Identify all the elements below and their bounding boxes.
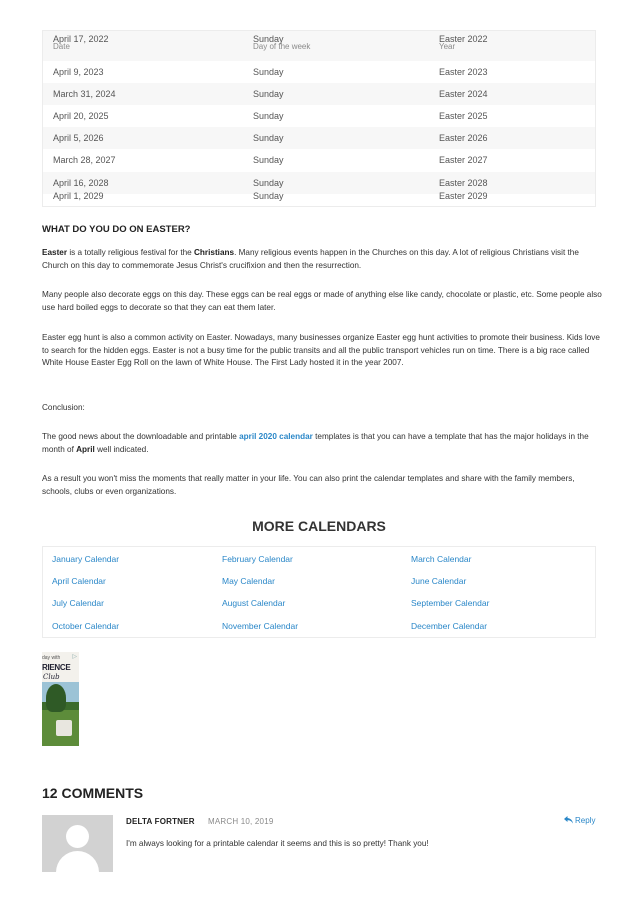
row-date: April 16, 2028 <box>53 178 109 188</box>
reply-label: Reply <box>575 816 596 825</box>
ad-line-3: Club <box>43 673 60 681</box>
first-row-date: April 17, 2022 <box>53 34 109 44</box>
table-header <box>43 31 595 61</box>
row-year: Easter 2027 <box>439 155 488 165</box>
august-calendar-link[interactable]: August Calendar <box>222 598 286 608</box>
text: The good news about the downloadable and printable <box>42 432 240 441</box>
april-2020-calendar-link[interactable]: april 2020 calendar <box>239 432 313 441</box>
ad-text-panel <box>42 652 79 682</box>
paragraph-good-news <box>42 431 602 456</box>
november-calendar-link[interactable]: November Calendar <box>222 621 299 631</box>
first-row-day: Sunday <box>253 34 284 44</box>
avatar-head <box>66 825 89 848</box>
row-year: Easter 2025 <box>439 111 488 121</box>
avatar-body <box>56 851 99 872</box>
paragraph-eggs: Many people also decorate eggs on this day. These eggs can be real eggs or made of anything else like candy, chocolate or plastic, etc. Some people also use hard boiled eggs to decorate so that they can eat them later. <box>42 290 602 312</box>
row-date: March 31, 2024 <box>53 89 116 99</box>
row-date: March 28, 2027 <box>53 155 116 165</box>
table-row <box>43 127 595 149</box>
table-row <box>43 105 595 127</box>
april-calendar-link[interactable]: April Calendar <box>52 576 106 586</box>
paragraph-conclusion-label: Conclusion: <box>42 403 85 412</box>
bold-easter: Easter <box>42 248 68 257</box>
march-calendar-link[interactable]: March Calendar <box>411 554 472 564</box>
ad-line-2: RIENCE <box>42 663 71 672</box>
january-calendar-link[interactable]: January Calendar <box>52 554 120 564</box>
paragraph-result: As a result you won't miss the moments that really matter in your life. You can also print the calendar templates and share with the family members, schools, clubs or even organizations. <box>42 474 575 496</box>
row-date: April 20, 2025 <box>53 111 109 121</box>
table-row <box>43 149 595 171</box>
december-calendar-link[interactable]: December Calendar <box>411 621 488 631</box>
calendar-links-box <box>42 546 596 638</box>
comment-text: I'm always looking for a printable calendar it seems and this is so pretty! Thank you! <box>126 839 429 848</box>
column-header-year: Year <box>439 42 456 51</box>
column-header-day: Day of the week <box>253 42 311 51</box>
section-heading: WHAT DO YOU DO ON EASTER? <box>42 224 191 235</box>
row-day: Sunday <box>253 155 284 165</box>
row-day: Sunday <box>253 111 284 121</box>
row-day: Sunday <box>253 178 284 188</box>
february-calendar-link[interactable]: February Calendar <box>222 554 293 564</box>
avatar <box>42 815 113 872</box>
ad-golf-cart <box>56 720 72 736</box>
row-year: Easter 2023 <box>439 67 488 77</box>
october-calendar-link[interactable]: October Calendar <box>52 621 120 631</box>
row-day: Sunday <box>253 89 284 99</box>
row-day: Sunday <box>253 133 284 143</box>
row-year: Easter 2029 <box>439 191 488 201</box>
table-row <box>43 83 595 105</box>
june-calendar-link[interactable]: June Calendar <box>411 576 467 586</box>
row-day: Sunday <box>253 191 284 201</box>
more-calendars-title: MORE CALENDARS <box>252 518 386 534</box>
paragraph-egg-hunt: Easter egg hunt is also a common activity on Easter. Nowadays, many businesses organize Easter egg hunt activities to promote their business. Kids love to search for the hidden eggs. Easter is not a busy time for the public transits and all the public transport vehicles run on time. There is a big race called White House Easter Egg Roll on the lawn of White House. The First Lady hosted it in the year 2007. <box>42 333 600 367</box>
row-date: April 9, 2023 <box>53 67 104 77</box>
reply-button[interactable] <box>564 816 595 825</box>
comment-date[interactable]: MARCH 10, 2019 <box>208 817 274 826</box>
table-row <box>43 185 595 207</box>
row-day: Sunday <box>253 67 284 77</box>
comments-title: 12 COMMENTS <box>42 785 144 801</box>
row-year: Easter 2024 <box>439 89 488 99</box>
ad-line-1: day with <box>42 655 61 661</box>
july-calendar-link[interactable]: July Calendar <box>52 598 104 608</box>
comment-author[interactable]: DELTA FORTNER <box>126 817 195 826</box>
column-header-date: Date <box>53 42 70 51</box>
adchoices-icon[interactable]: ▷ <box>72 654 77 660</box>
advertisement-banner[interactable] <box>42 652 79 746</box>
table-row <box>43 61 595 83</box>
row-year: Easter 2026 <box>439 133 488 143</box>
row-year: Easter 2028 <box>439 178 488 188</box>
september-calendar-link[interactable]: September Calendar <box>411 598 490 608</box>
first-row-year: Easter 2022 <box>439 34 488 44</box>
bold-april: April <box>76 444 95 454</box>
text: templates is that you can have a template that has the major holidays in the month of <box>42 432 589 454</box>
may-calendar-link[interactable]: May Calendar <box>222 576 275 586</box>
paragraph-easter <box>42 247 602 272</box>
row-date: April 1, 2029 <box>53 191 104 201</box>
reply-icon <box>564 816 573 824</box>
ad-tree <box>46 684 66 712</box>
text: is a totally religious festival for the <box>67 248 195 257</box>
text: . Many religious events happen in the Churches on this day. A lot of religious Christians visit the Church on this day to commemorate Jesus Christ's crucifixion and then the resurrection. <box>42 248 579 270</box>
row-date: April 5, 2026 <box>53 133 104 143</box>
text: well indicated. <box>94 444 149 454</box>
bold-christians: Christians <box>194 248 235 257</box>
easter-dates-table <box>42 30 596 207</box>
